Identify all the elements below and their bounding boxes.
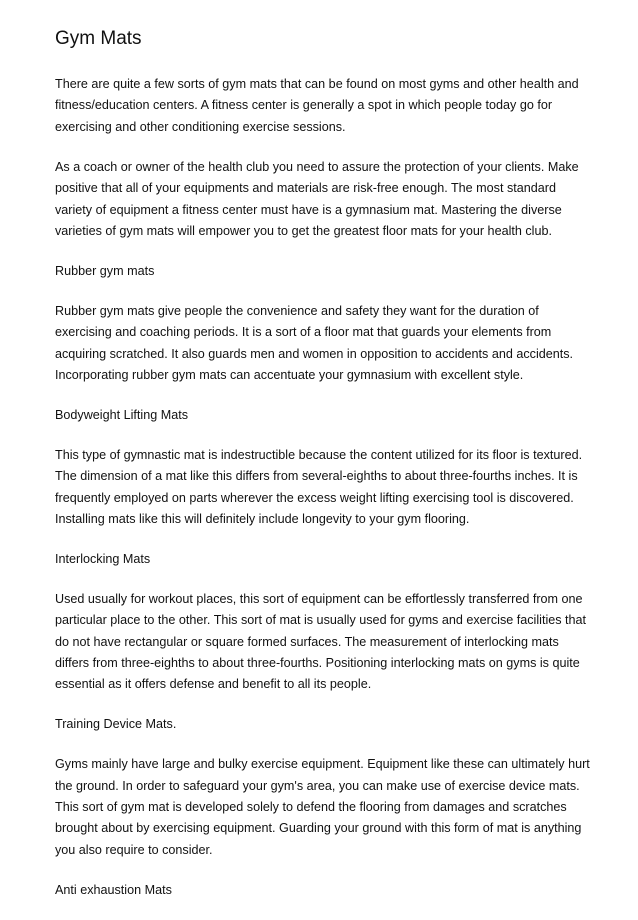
intro-paragraph-2: As a coach or owner of the health club you need to assure the protection of your clients. Make positive that all of your equipments and materials are risk-free enough. The most standard variety of equipment a fitness center must have is a gymnasium mat. Mastering the diverse varieties of gym mats will empower you to get the greatest floor mats for your health club. (55, 159, 579, 238)
interlocking-mats-paragraph: Used usually for workout places, this sort of equipment can be effortlessly transferred from one particular place to the other. This sort of mat is usually used for gyms and exercise facilities that do not have rectangular or square formed surfaces. The measurement of interlocking mats differs from three-eighths to about three-fourths. Positioning interlocking mats on gyms is quite essential as it offers defense and benefit to all its people. (55, 591, 587, 692)
document-page (55, 26, 590, 920)
page-title: Gym Mats (55, 28, 142, 49)
section-heading-training-device-mats: Training Device Mats. (55, 717, 177, 732)
rubber-gym-mats-paragraph: Rubber gym mats give people the convenience and safety they want for the duration of exercising and coaching periods. It is a sort of a floor mat that guards your elements from acquiring scratched. It also guards men and women in opposition to accidents and accidents. Incorporating rubber gym mats can accentuate your gymnasium with excellent style. (55, 303, 574, 382)
section-heading-interlocking-mats: Interlocking Mats (55, 551, 151, 566)
training-device-mats-paragraph: Gyms mainly have large and bulky exercise equipment. Equipment like these can ultimately hurt the ground. In order to safeguard your gym's area, you can make use of exercise device mats. This sort of gym mat is developed solely to defend the flooring from damages and scratches brought about by exercising equipment. Guarding your ground with this form of mat is anything you also require to consider. (55, 757, 590, 857)
section-heading-bodyweight-lifting-mats: Bodyweight Lifting Mats (55, 407, 189, 422)
bodyweight-lifting-mats-paragraph: This type of gymnastic mat is indestructible because the content utilized for its floor is textured. The dimension of a mat like this differs from several-eighths to about three-fourths inches. It is frequently employed on parts wherever the excess weight lifting exercising tool is discovered. Installing mats like this will definitely include longevity to your gym flooring. (55, 447, 583, 526)
intro-paragraph-1: There are quite a few sorts of gym mats that can be found on most gyms and other health and fitness/education centers. A fitness center is generally a spot in which people today go for exercising and other conditioning exercise sessions. (55, 77, 579, 134)
section-heading-rubber-gym-mats: Rubber gym mats (55, 263, 155, 278)
section-heading-anti-exhaustion-mats: Anti exhaustion Mats (55, 882, 172, 897)
